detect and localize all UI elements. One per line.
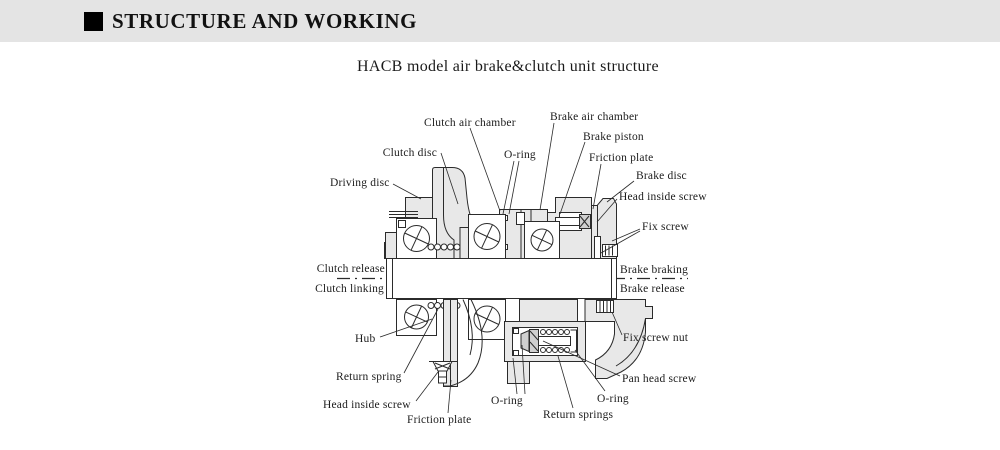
- label-fix-screw-nut: Fix screw nut: [623, 332, 689, 344]
- label-clutch-linking: Clutch linking: [315, 283, 384, 295]
- label-return-springs: Return springs: [543, 409, 614, 421]
- label-pan-head-screw: Pan head screw: [622, 373, 697, 385]
- label-brake-braking: Brake braking: [620, 264, 689, 276]
- bearing-upper-middle: [469, 215, 506, 259]
- label-fix-screw: Fix screw: [642, 221, 689, 233]
- section-title: STRUCTURE AND WORKING: [112, 8, 418, 33]
- diagram-title: HACB model air brake&clutch unit structure: [357, 58, 659, 75]
- bearing-upper-right: [525, 222, 560, 259]
- label-brake-release: Brake release: [620, 283, 685, 295]
- label-o-ring-bottom-right: O-ring: [597, 393, 629, 405]
- label-clutch-release: Clutch release: [316, 263, 385, 275]
- label-clutch-air-chamber: Clutch air chamber: [424, 117, 516, 129]
- return-spring-row-upper: [428, 244, 460, 250]
- shaft: [387, 259, 617, 299]
- label-o-ring-bottom-left: O-ring: [491, 395, 523, 407]
- label-head-inside-screw-bottom: Head inside screw: [323, 399, 411, 411]
- label-o-ring-top: O-ring: [504, 149, 536, 161]
- fix-screw-nut-part: [597, 301, 614, 313]
- label-brake-piston: Brake piston: [583, 131, 644, 143]
- label-friction-plate-top: Friction plate: [589, 152, 654, 164]
- bearing-upper-left: [397, 219, 437, 259]
- label-return-spring: Return spring: [336, 371, 402, 383]
- label-friction-plate-bottom: Friction plate: [407, 414, 472, 426]
- label-hub: Hub: [355, 333, 376, 345]
- label-brake-air-chamber: Brake air chamber: [550, 111, 639, 123]
- label-clutch-disc: Clutch disc: [382, 147, 437, 159]
- label-brake-disc: Brake disc: [636, 170, 687, 182]
- label-head-inside-screw-top: Head inside screw: [619, 191, 707, 203]
- label-driving-disc: Driving disc: [330, 177, 390, 189]
